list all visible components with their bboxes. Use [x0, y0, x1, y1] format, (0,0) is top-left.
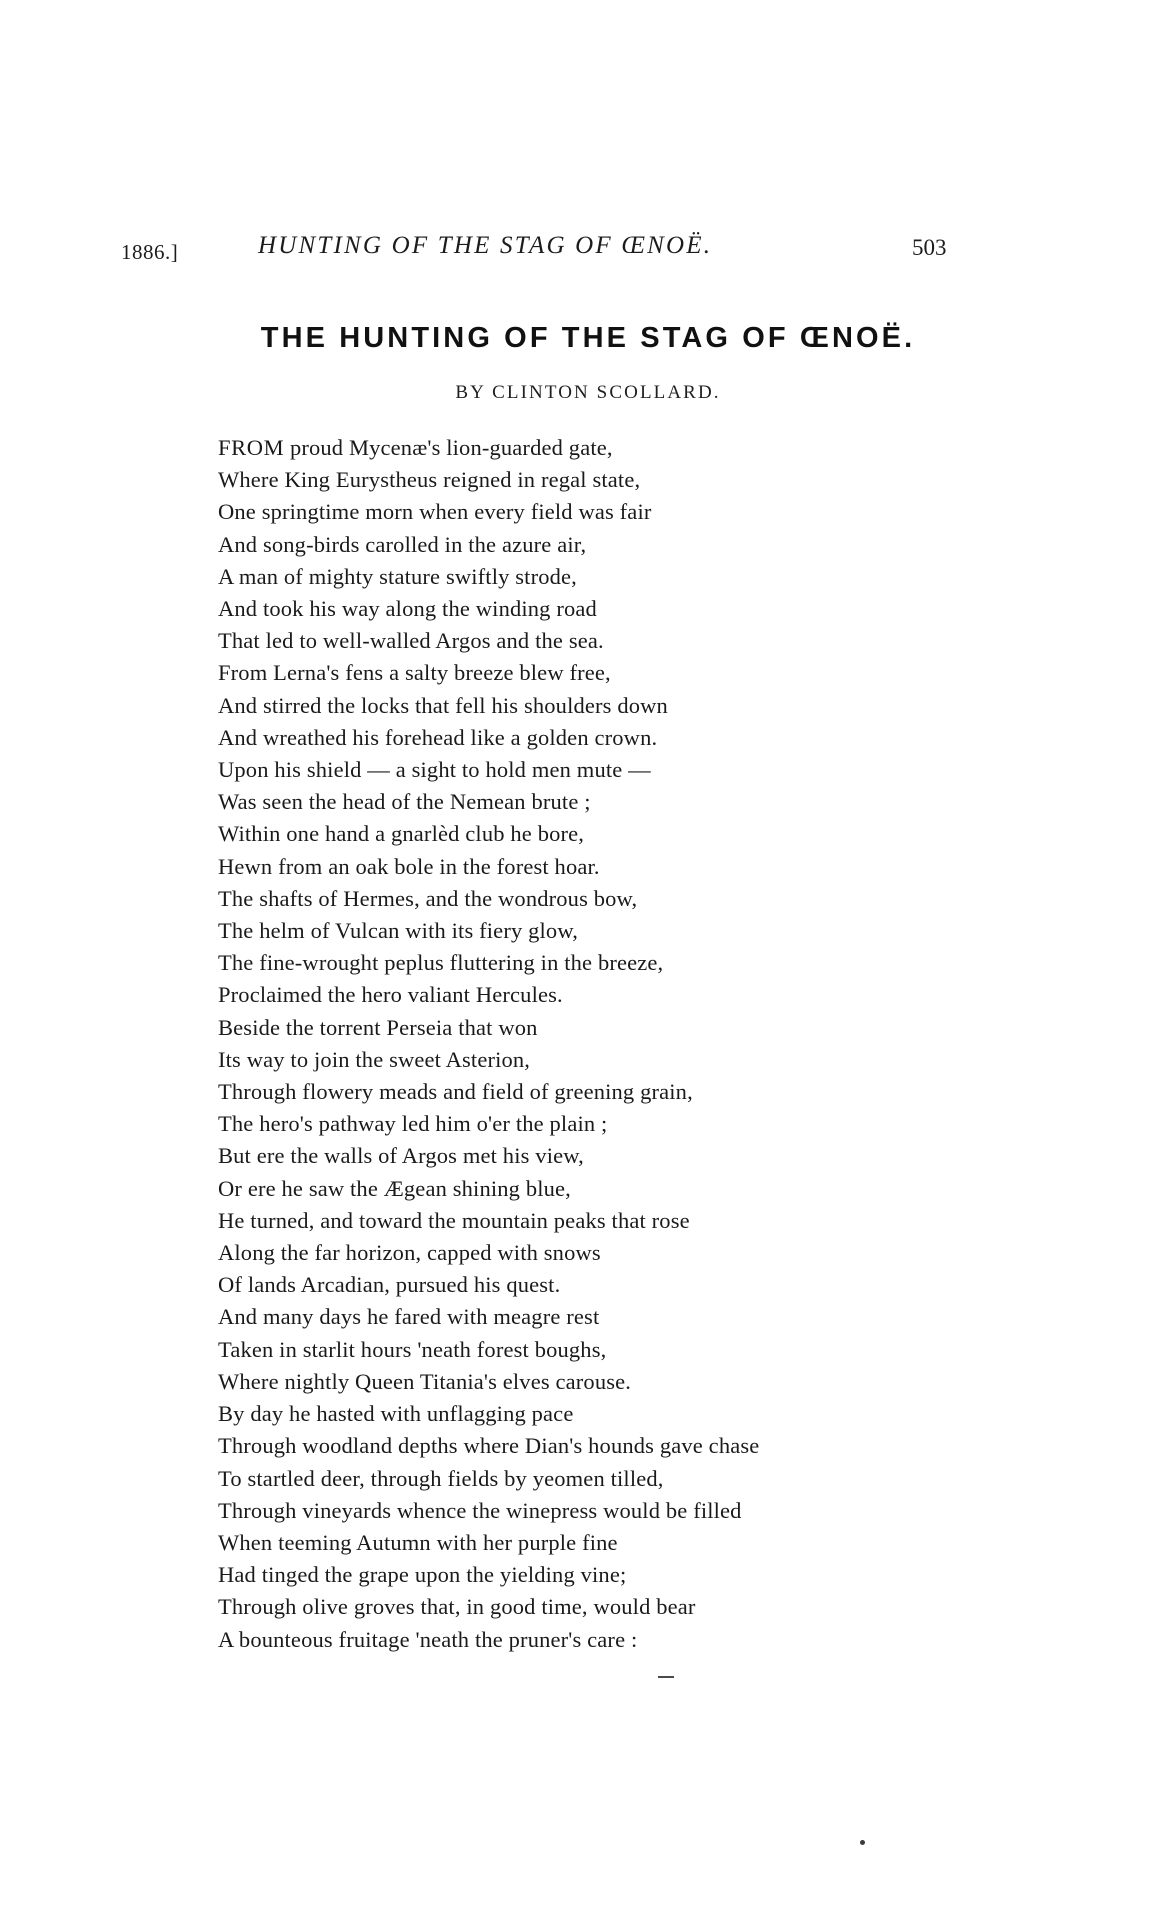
poem-line: A bounteous fruitage 'neath the pruner's care : — [218, 1626, 638, 1652]
poem-line: Through woodland depths where Dian's hounds gave chase — [218, 1433, 760, 1459]
poem-line: By day he hasted with unflagging pace — [218, 1401, 574, 1427]
page-title: THE HUNTING OF THE STAG OF ŒNOË. — [260, 322, 916, 354]
poem-line: Beside the torrent Perseia that won — [218, 1014, 538, 1040]
running-head-year: 1886.] — [121, 240, 179, 264]
poem-line: But ere the walls of Argos met his view, — [218, 1143, 584, 1169]
author-byline: BY CLINTON SCOLLARD. — [455, 382, 721, 403]
page-number: 503 — [912, 235, 947, 260]
poem-line: Of lands Arcadian, pursued his quest. — [218, 1272, 561, 1298]
poem-line: The hero's pathway led him o'er the plain ; — [218, 1111, 608, 1137]
poem-line: Along the far horizon, capped with snows — [218, 1240, 601, 1266]
poem-line: He turned, and toward the mountain peaks that rose — [218, 1207, 690, 1233]
poem-line: That led to well-walled Argos and the sea. — [218, 628, 604, 654]
poem-line: And took his way along the winding road — [218, 596, 597, 622]
running-head — [0, 232, 1176, 266]
poem-line: From Lerna's fens a salty breeze blew free, — [218, 660, 611, 686]
poem-line: Where nightly Queen Titania's elves carouse. — [218, 1368, 632, 1394]
poem-line: And stirred the locks that fell his shoulders down — [218, 692, 668, 718]
poem-line: To startled deer, through fields by yeomen tilled, — [218, 1465, 664, 1491]
poem-line-list — [218, 464, 938, 1656]
poem-line: A man of mighty stature swiftly strode, — [218, 563, 577, 589]
poem-line-dropcaps: FROM — [218, 435, 285, 460]
poem-line: When teeming Autumn with her purple fine — [218, 1529, 618, 1555]
footer-dot — [860, 1840, 865, 1845]
poem-line: Or ere he saw the Ægean shining blue, — [218, 1175, 571, 1201]
poem-line: And many days he fared with meagre rest — [218, 1304, 600, 1330]
poem-line: Its way to join the sweet Asterion, — [218, 1046, 531, 1072]
poem-line: Through flowery meads and field of greening grain, — [218, 1079, 693, 1105]
poem-line: And wreathed his forehead like a golden crown. — [218, 724, 658, 750]
poem-line: Through olive groves that, in good time, would bear — [218, 1594, 696, 1620]
poem-line: Proclaimed the hero valiant Hercules. — [218, 982, 563, 1008]
poem-line: The fine-wrought peplus fluttering in the breeze, — [218, 950, 664, 976]
poem-body — [218, 432, 938, 1656]
poem-line: The shafts of Hermes, and the wondrous bow, — [218, 885, 638, 911]
poem-line: Upon his shield — a sight to hold men mute — — [218, 757, 651, 783]
poem-line-first — [218, 432, 938, 464]
poem-line: The helm of Vulcan with its fiery glow, — [218, 918, 579, 944]
poem-line: Through vineyards whence the winepress would be filled — [218, 1497, 742, 1523]
poem-line: Hewn from an oak bole in the forest hoar. — [218, 853, 600, 879]
running-head-title: HUNTING OF THE STAG OF ŒNOË. — [258, 232, 713, 259]
footer-rule — [658, 1676, 674, 1678]
poem-line-first-rest: proud Mycenæ's lion-guarded gate, — [284, 435, 613, 460]
poem-line: And song-birds carolled in the azure air, — [218, 531, 587, 557]
poem-line: One springtime morn when every field was fair — [218, 499, 652, 525]
poem-line: Had tinged the grape upon the yielding vine; — [218, 1562, 627, 1588]
poem-line: Was seen the head of the Nemean brute ; — [218, 789, 591, 815]
poem-line: Taken in starlit hours 'neath forest boughs, — [218, 1336, 607, 1362]
poem-line: Within one hand a gnarlèd club he bore, — [218, 821, 585, 847]
poem-line: Where King Eurystheus reigned in regal state, — [218, 467, 641, 493]
